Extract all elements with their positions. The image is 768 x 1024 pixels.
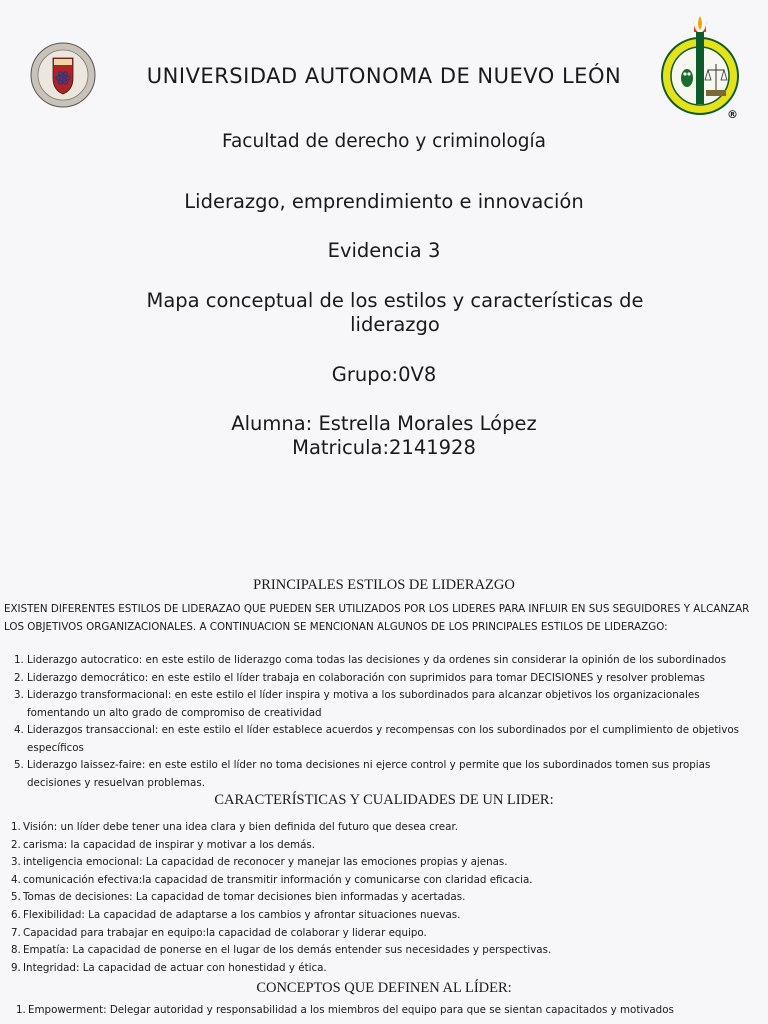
list-item bbox=[11, 907, 751, 925]
item-text: Tomas de decisiones: La capacidad de tomar decisiones bien informadas y acertadas. bbox=[23, 891, 466, 904]
item-number: 7. bbox=[11, 926, 21, 939]
course-name: Liderazgo, emprendimiento e innovación bbox=[184, 190, 584, 213]
list-item bbox=[14, 757, 764, 792]
list-item bbox=[14, 687, 764, 722]
item-text: Capacidad para trabajar en equipo:la capacidad de colaborar y liderar equipo. bbox=[23, 926, 427, 939]
list-item bbox=[11, 960, 751, 978]
list-item bbox=[14, 722, 764, 757]
item-number: 6. bbox=[11, 908, 21, 921]
item-text: Liderazgo laissez-faire: en este estilo el líder no toma decisiones ni ejerce control y permite que los subordinados tomen sus propias decisiones y resuelvan problemas. bbox=[27, 759, 711, 789]
styles-section-title: PRINCIPALES ESTILOS DE LIDERAZGO bbox=[253, 577, 515, 593]
concepts-list bbox=[16, 1002, 756, 1020]
list-item bbox=[16, 1002, 756, 1020]
list-item bbox=[11, 925, 751, 943]
item-text: Visión: un líder debe tener una idea clara y bien definida del futuro que desea crear. bbox=[23, 821, 459, 833]
styles-intro: EXISTEN DIFERENTES ESTILOS DE LIDERAZAO QUE PUEDEN SER UTILIZADOS POR LOS LIDERES PARA INFLUIR EN SUS SEGUIDORES Y ALCANZAR LOS OBJETIVOS ORGANIZACIONALES. A CONTINUACION SE MENCIONAN ALGUNOS DE LOS PRINCIPALES ESTILOS DE LIDERAZGO: bbox=[4, 603, 750, 633]
student-name: Alumna: Estrella Morales López bbox=[231, 412, 537, 435]
item-text: Flexibilidad: La capacidad de adaptarse a los cambios y afrontar situaciones nuevas. bbox=[23, 908, 461, 921]
concepts-section-title: CONCEPTOS QUE DEFINEN AL LÍDER: bbox=[256, 980, 512, 996]
item-text: Liderazgo democrático: en este estilo el líder trabaja en colaboración con suprimidos para tomar DECISIONES y resolver problemas bbox=[27, 671, 706, 684]
list-item bbox=[11, 854, 751, 872]
styles-list bbox=[14, 652, 764, 792]
list-item bbox=[11, 837, 751, 855]
traits-section-title: CARACTERÍSTICAS Y CUALIDADES DE UN LIDER: bbox=[214, 792, 554, 808]
assignment-title: Mapa conceptual de los estilos y características de liderazgo bbox=[146, 289, 644, 336]
student-id: Matricula:2141928 bbox=[292, 436, 476, 459]
item-text: Empowerment: Delegar autoridad y responsabilidad a los miembros del equipo para que se sientan capacitados y motivados bbox=[28, 1004, 674, 1016]
group-label: Grupo:0V8 bbox=[331, 363, 437, 386]
item-text: Liderazgos transaccional: en este estilo el líder establece acuerdos y recompensas con los subordinados por el cumplimiento de objetivos específicos bbox=[27, 724, 740, 754]
item-number: 8. bbox=[11, 944, 21, 957]
item-number: 2. bbox=[11, 838, 21, 851]
traits-list bbox=[11, 819, 751, 977]
item-text: Liderazgo transformacional: en este estilo el líder inspira y motiva a los subordinados para alcanzar objetivos los organizacionales fomentando un alto grado de compromiso de creatividad bbox=[27, 689, 700, 719]
item-text: inteligencia emocional: La capacidad de reconocer y manejar las emociones propias y ajenas. bbox=[23, 856, 508, 869]
item-text: comunicación efectiva:la capacidad de transmitir información y comunicarse con claridad eficacia. bbox=[23, 873, 533, 886]
item-number: 2. bbox=[14, 671, 24, 684]
faculty-name: Facultad de derecho y criminología bbox=[222, 131, 546, 152]
student-info bbox=[0, 412, 768, 460]
item-number: 1. bbox=[16, 1004, 26, 1016]
item-number: 4. bbox=[11, 873, 21, 886]
university-name: UNIVERSIDAD AUTONOMA DE NUEVO LEÓN bbox=[146, 64, 622, 88]
item-number: 4. bbox=[14, 724, 24, 736]
item-text: Integridad: La capacidad de actuar con honestidad y ética. bbox=[23, 961, 327, 974]
item-number: 3. bbox=[11, 856, 21, 869]
item-text: Liderazgo autocratico: en este estilo de liderazgo coma todas las decisiones y da ordenes sin considerar la opinión de los subordinados bbox=[27, 654, 727, 666]
registered-mark: ® bbox=[727, 108, 738, 121]
item-number: 5. bbox=[11, 891, 21, 904]
list-item bbox=[11, 819, 751, 837]
item-text: Empatía: La capacidad de ponerse en el lugar de los demás entender sus necesidades y perspectivas. bbox=[23, 944, 552, 957]
list-item bbox=[14, 652, 764, 670]
list-item bbox=[14, 670, 764, 688]
item-number: 5. bbox=[14, 759, 24, 771]
list-item bbox=[11, 889, 751, 907]
item-number: 1. bbox=[14, 654, 24, 666]
list-item bbox=[11, 942, 751, 960]
item-number: 1. bbox=[11, 821, 21, 833]
evidence-label: Evidencia 3 bbox=[327, 239, 441, 262]
item-text: carisma: la capacidad de inspirar y motivar a los demás. bbox=[23, 838, 316, 851]
list-item bbox=[11, 872, 751, 890]
item-number: 3. bbox=[14, 689, 24, 701]
item-number: 9. bbox=[11, 961, 21, 974]
